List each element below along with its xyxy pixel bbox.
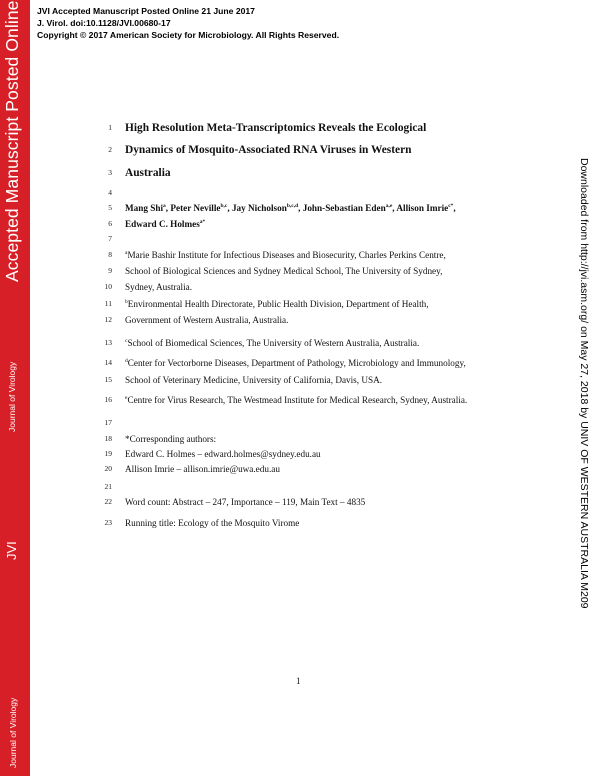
author-affiliation-mark: b,c (220, 202, 228, 209)
line-text (125, 393, 467, 407)
line-number: 2 (108, 145, 112, 154)
line-text (125, 447, 321, 461)
line-content: Environmental Health Directorate, Public Health Division, Department of Health, (127, 299, 429, 309)
line-text (125, 280, 192, 294)
line-content: School of Veterinary Medicine, University of California, Davis, USA. (125, 375, 383, 385)
line-number: 16 (104, 395, 112, 404)
accepted-manuscript-label: Accepted Manuscript Posted Online (2, 0, 22, 282)
manuscript-line (0, 121, 600, 135)
affiliation-mark: c (125, 337, 128, 344)
line-content: School of Biomedical Sciences, The University of Western Australia, Australia. (127, 338, 420, 348)
manuscript-line (0, 447, 600, 461)
line-number: 11 (104, 299, 112, 308)
manuscript-line (0, 186, 600, 200)
line-number: 14 (104, 358, 112, 367)
author-name: Peter Neville (170, 203, 221, 213)
line-number: 3 (108, 168, 112, 177)
affiliation-mark: e (125, 394, 128, 401)
line-content: Sydney, Australia. (125, 282, 193, 292)
journal-name-bottom-label: Journal of Virology (8, 697, 18, 768)
line-number: 8 (108, 250, 112, 259)
author-affiliation-mark: a* (199, 218, 206, 225)
manuscript-line (0, 280, 600, 294)
author-affiliation-mark: c* (448, 202, 454, 209)
journal-name-label: Journal of Virology (7, 361, 17, 432)
page-number: 1 (296, 676, 301, 686)
line-content: Edward C. Holmes – edward.holmes@sydney.edu.au (125, 449, 321, 459)
line-number: 6 (108, 219, 112, 228)
affiliation-mark: b (125, 298, 128, 305)
manuscript-line (0, 166, 600, 180)
line-text (125, 313, 288, 327)
line-content: Allison Imrie – allison.imrie@uwa.edu.au (125, 464, 280, 474)
author-separator: , (453, 203, 456, 213)
line-text (125, 297, 429, 311)
line-text (125, 121, 426, 135)
author-separator: , (298, 203, 303, 213)
line-number: 19 (104, 449, 112, 458)
line-text (125, 217, 205, 231)
manuscript-line (0, 480, 600, 494)
manuscript-line (0, 264, 600, 278)
line-text (125, 201, 456, 215)
line-content: *Corresponding authors: (125, 434, 217, 444)
author-separator: , (227, 203, 232, 213)
author-name: Edward C. Holmes (125, 219, 200, 229)
journal-sidebar (0, 0, 30, 776)
manuscript-posted-line: JVI Accepted Manuscript Posted Online 21 June 2017 (37, 6, 255, 16)
line-number: 4 (108, 188, 112, 197)
line-number: 20 (104, 464, 112, 473)
line-text (125, 336, 419, 350)
line-number: 9 (108, 266, 112, 275)
line-content: Government of Western Australia, Australia. (125, 315, 289, 325)
affiliation-mark: a (125, 249, 128, 256)
author-separator: , (165, 203, 171, 213)
line-text (125, 516, 299, 530)
line-number: 23 (104, 518, 112, 527)
line-content: High Resolution Meta-Transcriptomics Reveals the Ecological (125, 122, 427, 134)
line-number: 18 (104, 434, 112, 443)
line-content: School of Biological Sciences and Sydney Medical School, The University of Sydney, (125, 266, 443, 276)
line-content: Center for Vectorborne Diseases, Department of Pathology, Microbiology and Immunology, (127, 358, 466, 368)
author-name: Mang Shi (125, 203, 164, 213)
manuscript-line (0, 416, 600, 430)
line-text (125, 143, 411, 157)
manuscript-line (0, 313, 600, 327)
line-text (125, 373, 382, 387)
doi-line: J. Virol. doi:10.1128/JVI.00680-17 (37, 18, 171, 28)
line-number: 15 (104, 375, 112, 384)
download-notice: Downloaded from http://jvi.asm.org/ on May 27, 2018 by UNIV OF WESTERN AUSTRALIA M209 (578, 158, 590, 609)
line-text (125, 166, 171, 180)
manuscript-line (0, 297, 600, 311)
author-separator: , (392, 203, 397, 213)
line-number: 21 (104, 482, 112, 491)
line-text (125, 462, 280, 476)
line-number: 7 (108, 234, 112, 243)
line-text (125, 432, 216, 446)
line-number: 13 (104, 338, 112, 347)
manuscript-line (0, 336, 600, 350)
affiliation-mark: d (125, 357, 128, 364)
line-number: 10 (104, 282, 112, 291)
author-affiliation-mark: a,e (385, 202, 393, 209)
manuscript-line (0, 217, 600, 231)
line-text (125, 356, 466, 370)
line-content: Word count: Abstract – 247, Importance – 119, Main Text – 4835 (125, 497, 366, 507)
line-text (125, 264, 442, 278)
line-content: Marie Bashir Institute for Infectious Diseases and Biosecurity, Charles Perkins Centre, (127, 250, 446, 260)
manuscript-line (0, 495, 600, 509)
manuscript-line (0, 393, 600, 407)
author-affiliation-mark: b,c,d (286, 202, 299, 209)
line-number: 22 (104, 497, 112, 506)
author-name: Jay Nicholson (231, 203, 287, 213)
line-number: 1 (108, 123, 112, 132)
line-number: 12 (104, 315, 112, 324)
author-affiliation-mark: a (163, 202, 166, 209)
manuscript-line (0, 356, 600, 370)
manuscript-line (0, 516, 600, 530)
author-name: Allison Imrie (396, 203, 449, 213)
copyright-line: Copyright © 2017 American Society for Microbiology. All Rights Reserved. (37, 30, 340, 40)
line-content: Centre for Virus Research, The Westmead Institute for Medical Research, Sydney, Australia. (127, 395, 468, 405)
line-content: Running title: Ecology of the Mosquito Virome (125, 518, 300, 528)
line-number: 17 (104, 418, 112, 427)
manuscript-line (0, 201, 600, 215)
manuscript-line (0, 373, 600, 387)
manuscript-line (0, 248, 600, 262)
line-text (125, 248, 446, 262)
journal-abbrev-label: JVI (4, 541, 19, 560)
manuscript-line (0, 143, 600, 157)
author-name: John-Sebastian Eden (302, 203, 386, 213)
manuscript-line (0, 432, 600, 446)
line-content: Australia (125, 167, 171, 179)
manuscript-line (0, 462, 600, 476)
line-content: Dynamics of Mosquito-Associated RNA Viruses in Western (125, 144, 412, 156)
line-text (125, 495, 365, 509)
manuscript-line (0, 232, 600, 246)
line-number: 5 (108, 203, 112, 212)
